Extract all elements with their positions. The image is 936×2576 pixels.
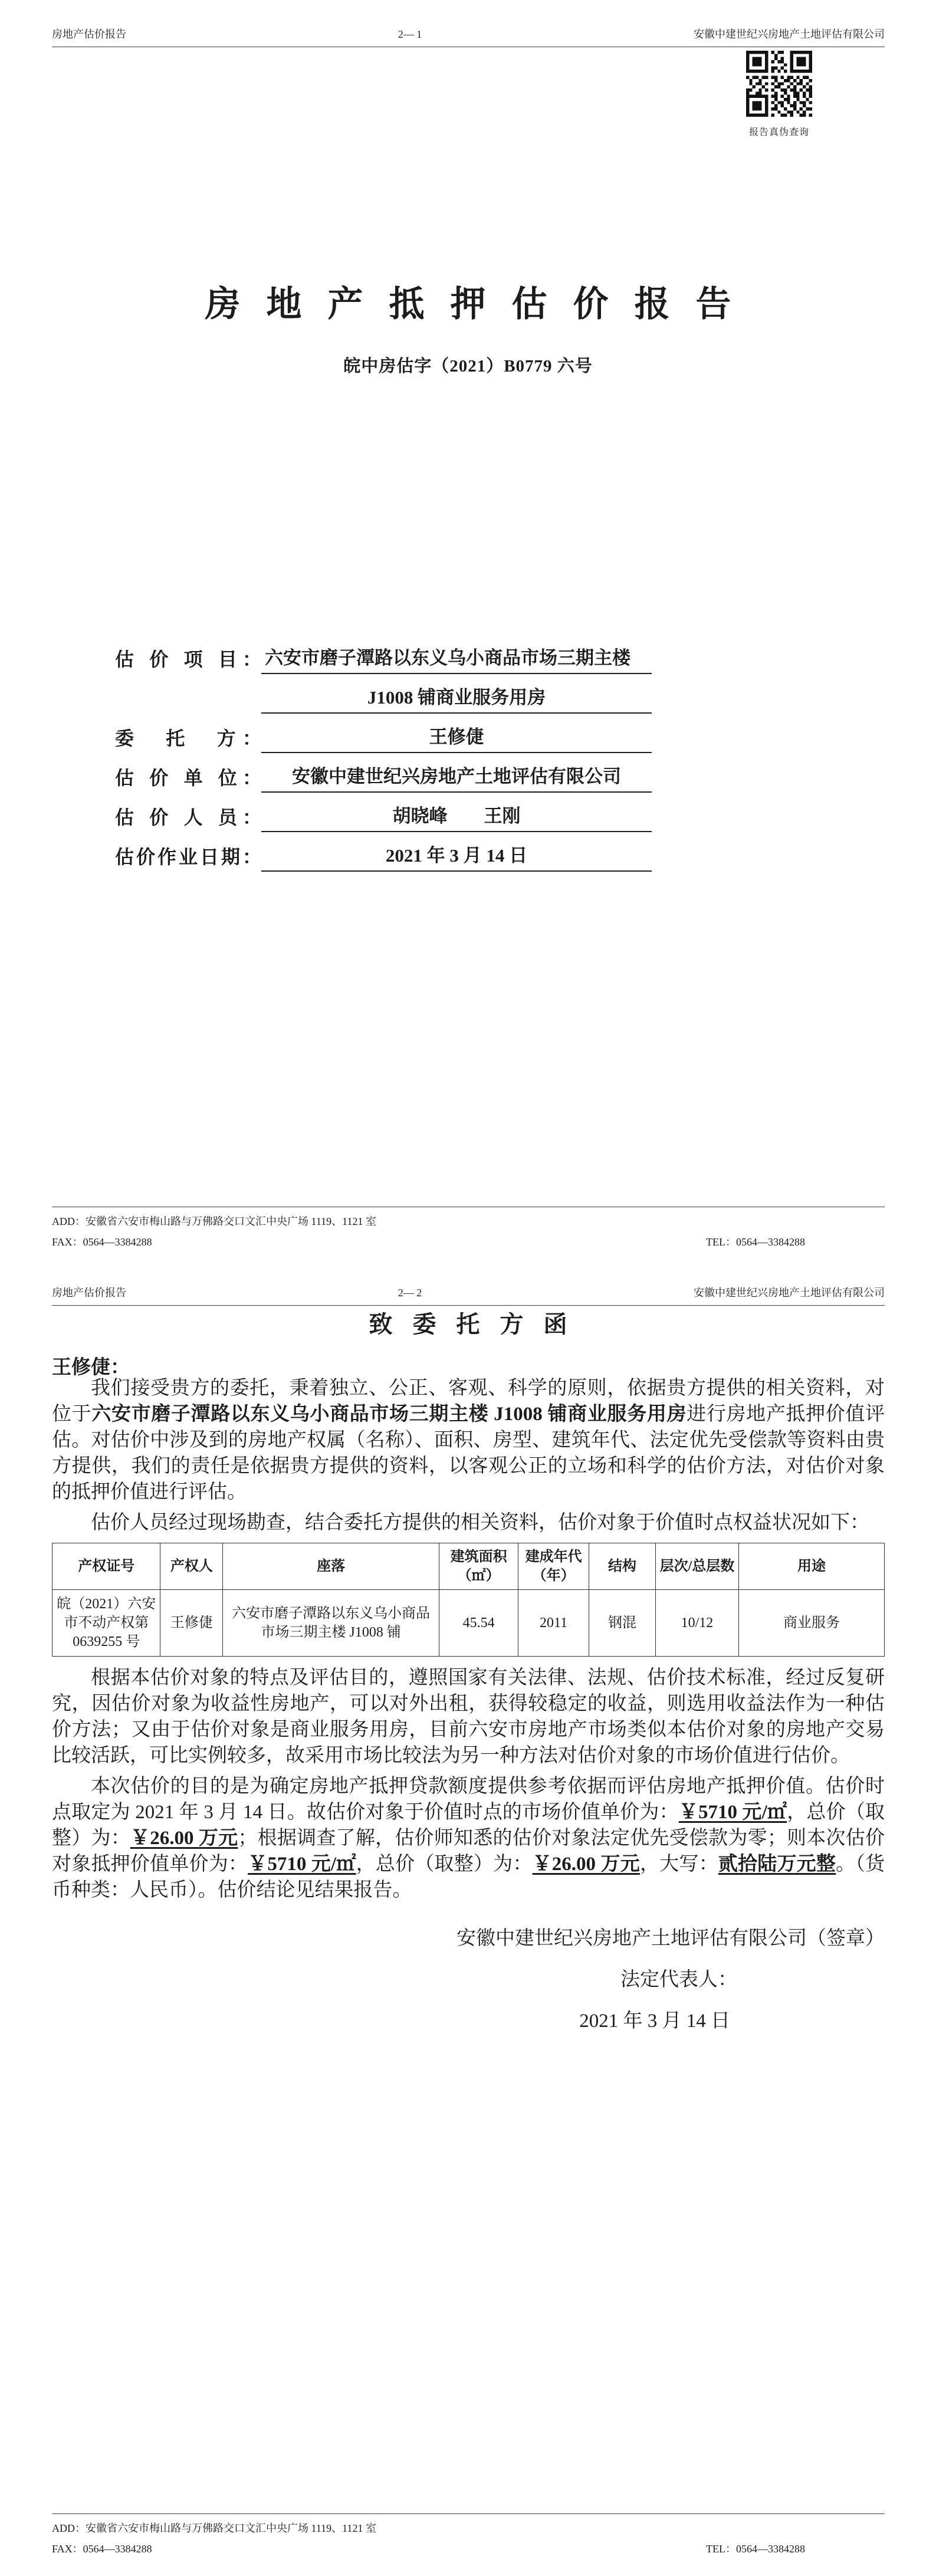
col-location: 座落 xyxy=(223,1543,439,1590)
para4-mid2: ；根据调查了解，估价师知悉的估价对象法定优先受偿款为零；则本次估价对象抵押价值单价为： xyxy=(52,1828,885,1875)
total-price-1: ￥26.00 万元 xyxy=(130,1828,238,1849)
letter-page xyxy=(0,1268,936,2576)
para4-mid3: ，总价（取整）为： xyxy=(356,1854,533,1875)
cell-owner: 王修倢 xyxy=(160,1590,223,1657)
table-row xyxy=(52,1590,885,1657)
total-price-2: ￥26.00 万元 xyxy=(532,1854,640,1875)
para4-mid4: ，大写： xyxy=(639,1854,718,1875)
footer-fax: FAX：0564—3384288 xyxy=(52,2543,152,2555)
footer-contact-line xyxy=(52,2541,885,2556)
rights-status-table xyxy=(52,1543,885,1657)
col-floor-area: 建筑面积（㎡） xyxy=(439,1543,518,1590)
signature-date: 2021 年 3 月 14 日 xyxy=(579,2010,730,2032)
agency-row xyxy=(115,753,652,793)
footer-contact-line xyxy=(52,1234,885,1249)
qr-verification-block xyxy=(746,51,812,138)
report-number: 皖中房估字（2021）B0779 六号 xyxy=(343,357,593,376)
letter-title: 致委托方函 xyxy=(369,1311,587,1338)
footer-tel: TEL：0564—3384288 xyxy=(706,2543,805,2555)
page-header xyxy=(52,26,885,47)
project-value-line1: 六安市磨子潭路以东义乌小商品市场三期主楼 xyxy=(261,647,652,674)
client-row xyxy=(115,714,652,753)
signature-company-line: 安徽中建世纪兴房地产土地评估有限公司（签章） xyxy=(456,1928,885,1949)
cell-floor-area: 45.54 xyxy=(439,1590,518,1657)
project-label: 估 价 项 目： xyxy=(115,649,261,670)
agency-value: 安徽中建世纪兴房地产土地评估有限公司 xyxy=(261,765,652,793)
subject-property: 六安市磨子潭路以东义乌小商品市场三期主楼 J1008 铺商业服务用房 xyxy=(91,1404,687,1425)
page-footer xyxy=(52,1207,885,1249)
cell-structure: 钢混 xyxy=(589,1590,656,1657)
footer-fax: FAX：0564—3384288 xyxy=(52,1236,152,1248)
para4-tail: 。（货币种类：人民币）。估价结论见结果报告。 xyxy=(52,1854,885,1901)
cell-floor-level: 10/12 xyxy=(655,1590,738,1657)
agency-label: 估 价 单 位： xyxy=(115,767,261,788)
unit-price-2: ￥5710 元/㎡ xyxy=(248,1854,356,1875)
salutation: 王修倢： xyxy=(52,1357,130,1378)
footer-address: ADD：安徽省六安市梅山路与万佛路交口文汇中央广场 1119、1121 室 xyxy=(52,1215,376,1227)
header-doc-title: 房地产估价报告 xyxy=(52,28,126,40)
paragraph-2: 估价人员经过现场勘查，结合委托方提供的相关资料，估价对象于价值时点权益状况如下： xyxy=(91,1512,869,1533)
client-value: 王修倢 xyxy=(261,726,652,753)
col-structure: 结构 xyxy=(589,1543,656,1590)
footer-tel: TEL：0564—3384288 xyxy=(706,1236,805,1248)
project-value-line2: J1008 铺商业服务用房 xyxy=(261,686,652,714)
letter-body xyxy=(52,1375,885,2034)
project-row-continued xyxy=(115,674,652,714)
cell-year-built: 2011 xyxy=(518,1590,589,1657)
para4-mid1: ，总价（取整）为： xyxy=(52,1802,885,1849)
qr-caption: 报告真伪查询 xyxy=(748,127,809,137)
date-value: 2021 年 3 月 14 日 xyxy=(261,845,652,872)
staff-row xyxy=(115,793,652,832)
table-header-row xyxy=(52,1543,885,1590)
appraisal-cover-form xyxy=(115,635,652,872)
staff-value: 胡晓峰 王刚 xyxy=(261,805,652,832)
project-row xyxy=(115,635,652,674)
cell-location: 六安市磨子潭路以东义乌小商品市场三期主楼 J1008 铺 xyxy=(223,1590,439,1657)
client-label: 委 托 方： xyxy=(115,728,261,749)
paragraph-3: 根据本估价对象的特点及评估目的，遵照国家有关法律、法规、估价技术标准，经过反复研究，因估价对象为收益性房地产，可以对外出租，获得较稳定的收益，则选用收益法作为一种估价方法；又由于估价对象是商业服务用房，目前六安市房地产市场类似本估价对象的房地产交易比较活跃，可比实例较多，故采用市场比较法为另一种方法对估价对象的市场价值进行估价。 xyxy=(52,1667,885,1766)
header-company-name: 安徽中建世纪兴房地产土地评估有限公司 xyxy=(694,28,885,40)
paragraph-4 xyxy=(52,1773,885,1903)
amount-in-words: 贰拾陆万元整 xyxy=(718,1854,836,1875)
col-year-built: 建成年代（年） xyxy=(518,1543,589,1590)
col-usage: 用途 xyxy=(739,1543,885,1590)
header-page-number: 2— 1 xyxy=(398,28,422,40)
cell-certificate-no: 皖（2021）六安市不动产权第 0639255 号 xyxy=(52,1590,160,1657)
date-row xyxy=(115,832,652,872)
page-footer xyxy=(52,2513,885,2556)
paragraph-1 xyxy=(52,1375,885,1505)
para4-lead: 本次估价的目的是为确定房地产抵押贷款额度提供参考依据而评估房地产抵押价值。估价时点取定为 2021 年 3 月 14 日。故估价对象于价值时点的市场价值单价为： xyxy=(52,1776,885,1823)
staff-label: 估 价 人 员： xyxy=(115,807,261,828)
legal-representative-line: 法定代表人： xyxy=(620,1969,737,1990)
cover-page xyxy=(0,0,936,1268)
para1-rest: 进行房地产抵押价值评估。对估价中涉及到的房地产权属（名称）、面积、房型、建筑年代、法定优先受偿款等资料由贵方提供，我们的责任是依据贵方提供的资料，以客观公正的立场和科学的估价方法，对估价对象的抵押价值进行评估。 xyxy=(52,1404,885,1503)
page-header xyxy=(52,1284,885,1306)
qr-code-icon xyxy=(746,51,812,117)
col-owner: 产权人 xyxy=(160,1543,223,1590)
header-company-name: 安徽中建世纪兴房地产土地评估有限公司 xyxy=(694,1287,885,1299)
header-doc-title: 房地产估价报告 xyxy=(52,1287,126,1299)
report-title: 房地产抵押估价报告 xyxy=(205,285,757,324)
footer-address: ADD：安徽省六安市梅山路与万佛路交口文汇中央广场 1119、1121 室 xyxy=(52,2522,376,2534)
header-page-number: 2— 2 xyxy=(398,1287,422,1299)
para1-lead: 我们接受贵方的委托，秉着独立、公正、客观、科学的原则，依据贵方提供的相关资料，对位于 xyxy=(52,1378,885,1425)
cell-usage: 商业服务 xyxy=(739,1590,885,1657)
col-certificate-no: 产权证号 xyxy=(52,1543,160,1590)
date-label: 估价作业日期： xyxy=(115,846,261,868)
col-floor-level: 层次/总层数 xyxy=(655,1543,738,1590)
unit-price-1: ￥5710 元/㎡ xyxy=(678,1802,787,1823)
